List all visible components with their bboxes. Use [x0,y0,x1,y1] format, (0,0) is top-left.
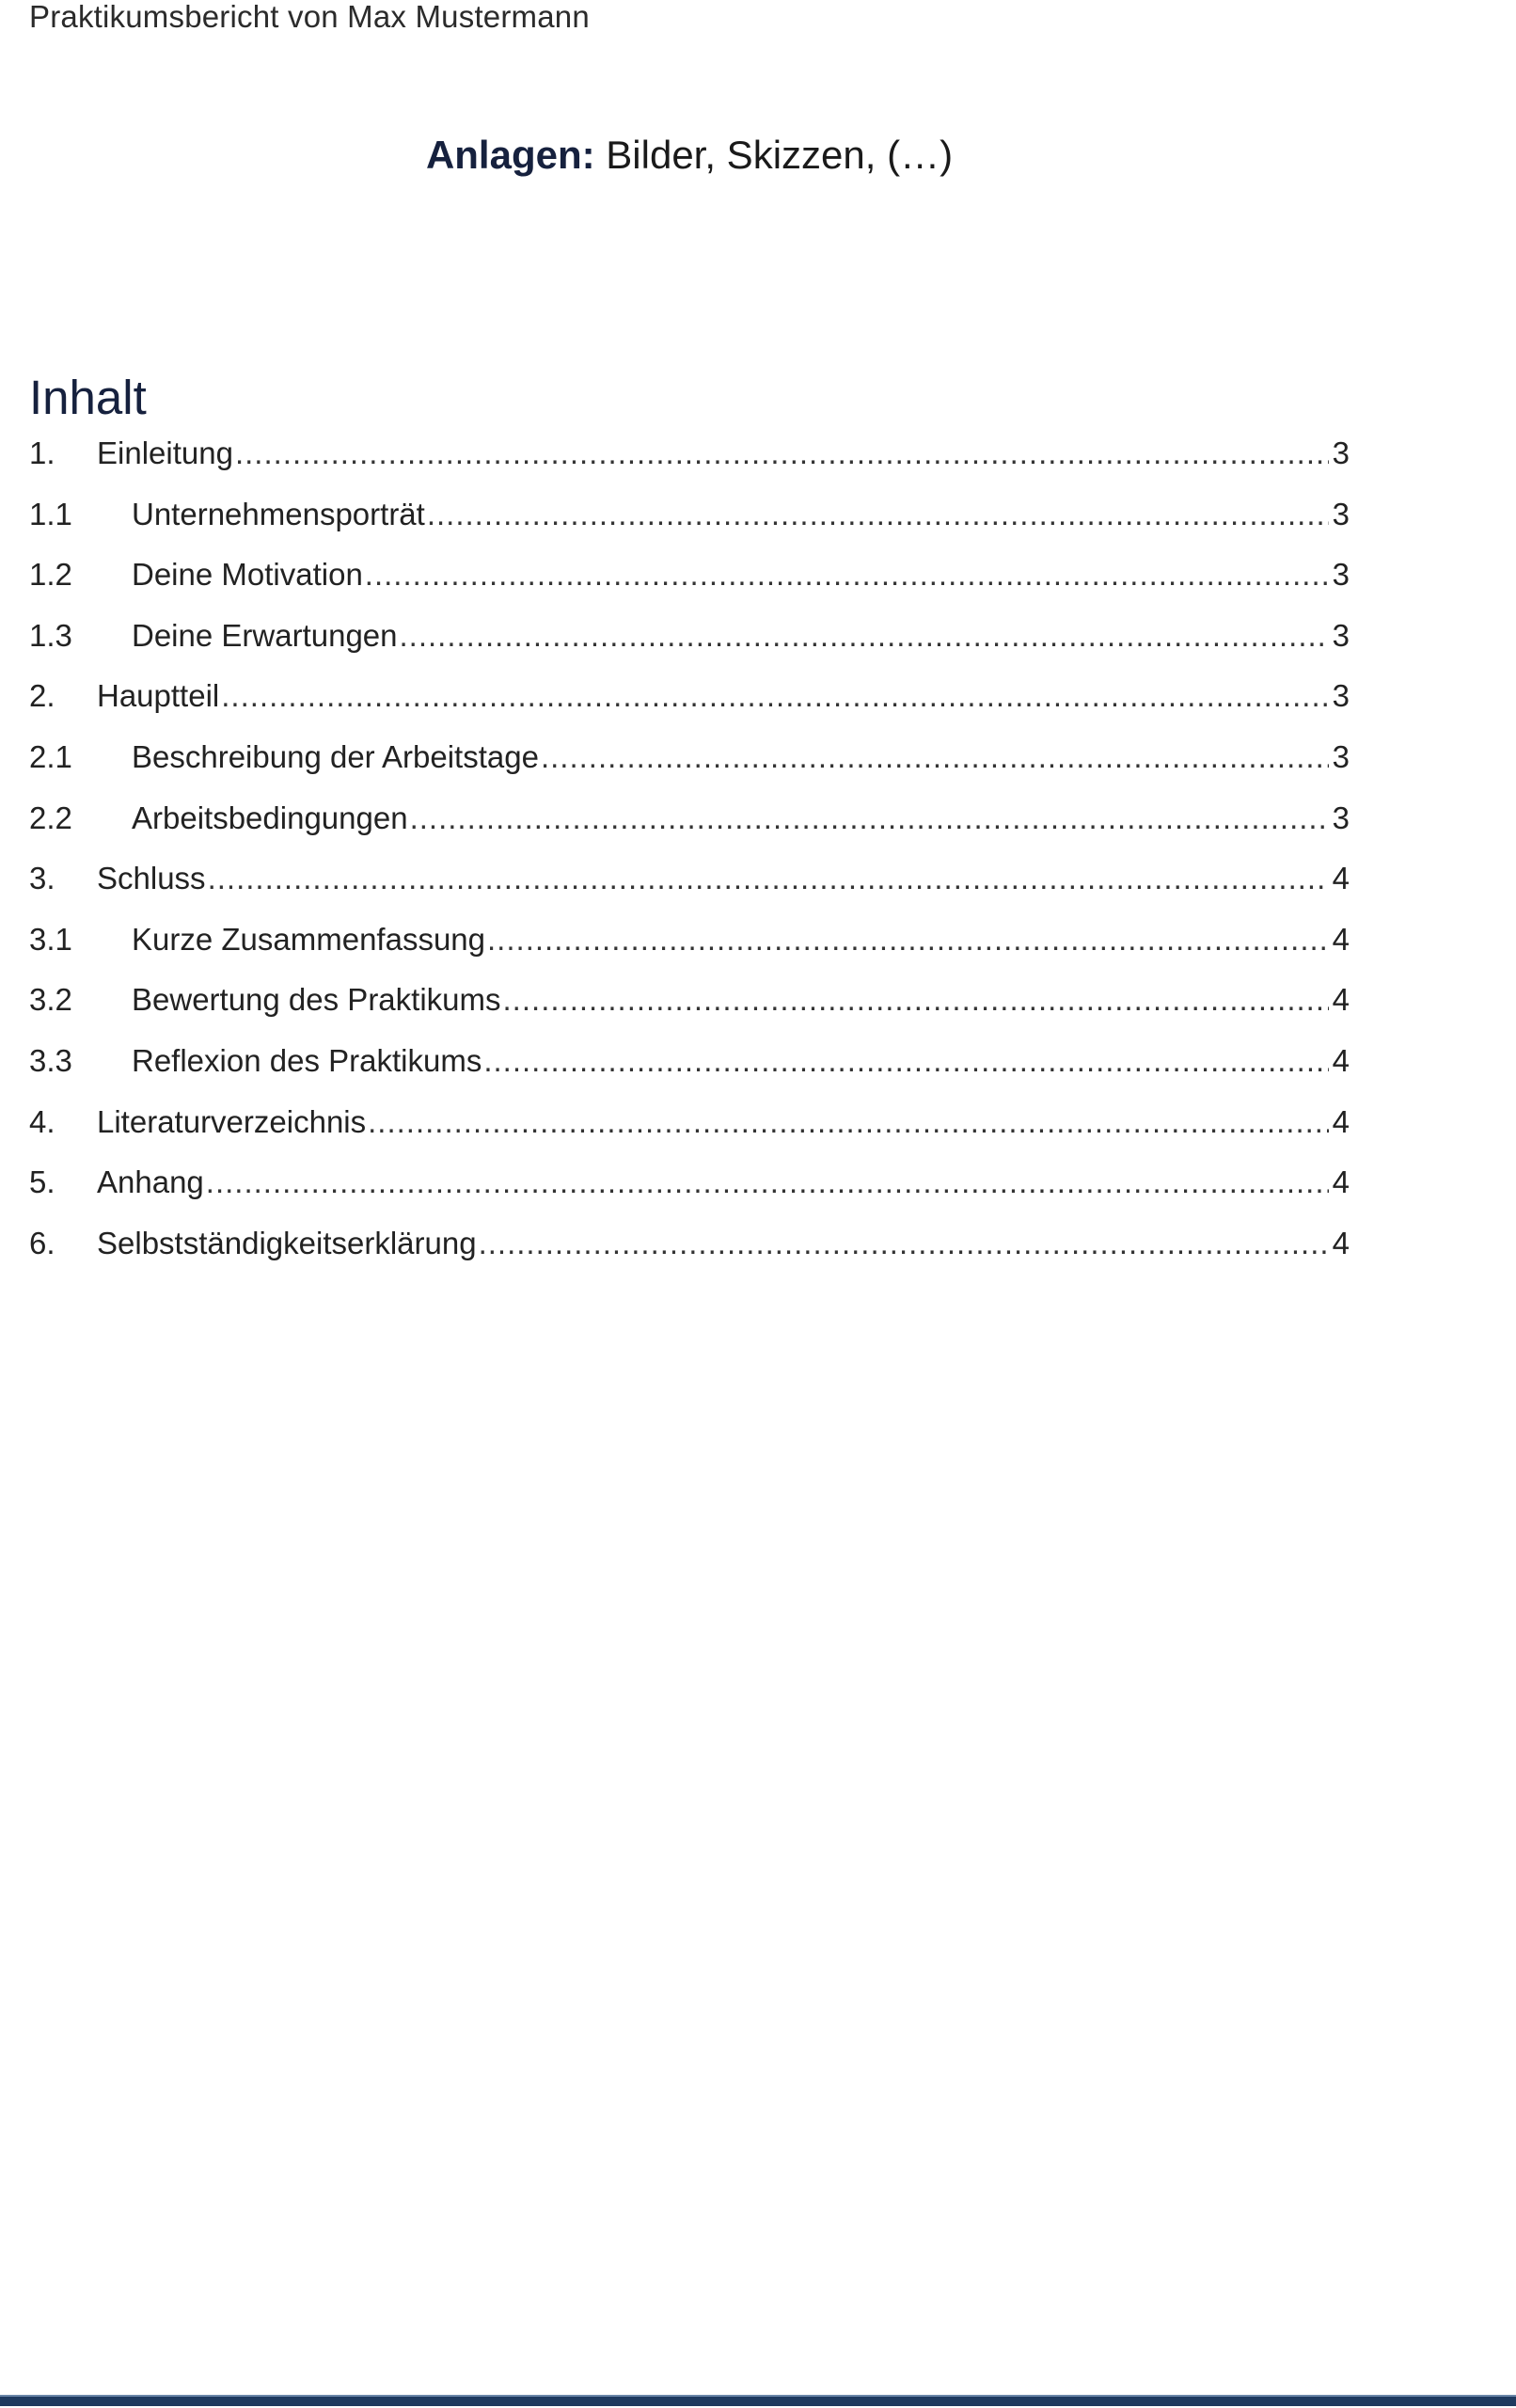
toc-entry-title: Hauptteil [97,678,220,714]
toc-entry-title: Anhang [97,1164,204,1200]
toc-dot-leader [503,979,1329,1021]
toc-entry-title: Einleitung [97,436,233,470]
toc-entry-title: Schluss [97,861,206,896]
toc-dot-leader [479,1223,1329,1264]
toc-entry-number: 2. [29,678,55,714]
attachments-line [0,132,1379,179]
toc-entry-number: 3. [29,861,55,896]
toc-entry-number: 1.3 [29,617,72,653]
toc-dot-leader [368,1101,1329,1143]
toc-entry[interactable] [29,798,1350,859]
toc-entry-number: 1.2 [29,557,72,593]
toc-entry[interactable] [29,858,1350,919]
toc-entry-title: Reflexion des Praktikums [132,1042,482,1078]
toc-entry-page: 3 [1332,496,1350,531]
toc-dot-leader [487,919,1329,960]
toc-entry-number: 3.1 [29,921,72,957]
toc-entry[interactable] [29,1162,1350,1223]
toc-entry[interactable] [29,554,1350,615]
toc-entry-number: 1. [29,436,55,470]
toc-entry-page: 4 [1332,1164,1350,1200]
toc-entry-page: 3 [1332,678,1350,714]
running-header: Praktikumsbericht von Max Mustermann [29,0,590,34]
toc-entry-page: 3 [1332,738,1350,774]
toc-entry-number: 6. [29,1225,55,1260]
toc-dot-leader [365,554,1329,595]
toc-title: Inhalt [29,371,147,424]
toc-entry-number: 2.1 [29,738,72,774]
toc-entry[interactable] [29,1040,1350,1101]
toc-entry[interactable] [29,737,1350,798]
toc-dot-leader [206,1162,1329,1203]
toc-entry[interactable] [29,615,1350,676]
toc-entry-page: 3 [1332,617,1350,653]
toc-entry-number: 4. [29,1103,55,1139]
table-of-contents [29,433,1350,1283]
toc-dot-leader [541,737,1329,778]
toc-entry-page: 4 [1332,1042,1350,1078]
toc-entry-title: Arbeitsbedingungen [132,800,408,835]
toc-dot-leader [427,494,1329,535]
toc-entry[interactable] [29,433,1350,494]
toc-entry-title: Unternehmensporträt [132,496,425,531]
toc-entry-title: Deine Motivation [132,557,363,593]
toc-dot-leader [235,433,1329,474]
toc-entry[interactable] [29,1101,1350,1163]
toc-dot-leader [208,858,1329,899]
toc-entry-title: Kurze Zusammenfassung [132,921,486,957]
toc-entry-title: Bewertung des Praktikums [132,982,501,1018]
toc-entry-page: 4 [1332,1225,1350,1260]
toc-entry-page: 3 [1332,800,1350,835]
footer-rule [0,2395,1516,2406]
toc-entry-page: 4 [1332,1103,1350,1139]
toc-entry-title: Selbstständigkeitserklärung [97,1225,477,1260]
toc-entry[interactable] [29,675,1350,737]
toc-entry[interactable] [29,1223,1350,1284]
toc-entry-title: Deine Erwartungen [132,617,398,653]
toc-entry-page: 4 [1332,861,1350,896]
attachments-label: Anlagen: [425,133,595,177]
toc-entry-page: 4 [1332,982,1350,1018]
toc-dot-leader [221,675,1328,717]
toc-entry-title: Literaturverzeichnis [97,1103,367,1139]
attachments-text: Bilder, Skizzen, (…) [606,133,954,177]
toc-entry-page: 3 [1332,557,1350,593]
toc-entry-number: 3.2 [29,982,72,1018]
toc-entry-number: 2.2 [29,800,72,835]
toc-entry[interactable] [29,494,1350,555]
toc-entry[interactable] [29,919,1350,980]
toc-entry-page: 3 [1332,436,1350,470]
toc-dot-leader [400,615,1329,657]
toc-entry[interactable] [29,979,1350,1040]
toc-entry-page: 4 [1332,921,1350,957]
toc-entry-title: Beschreibung der Arbeitstage [132,738,539,774]
toc-entry-number: 3.3 [29,1042,72,1078]
toc-entry-number: 5. [29,1164,55,1200]
toc-dot-leader [410,798,1329,839]
toc-dot-leader [483,1040,1328,1082]
toc-entry-number: 1.1 [29,496,72,531]
